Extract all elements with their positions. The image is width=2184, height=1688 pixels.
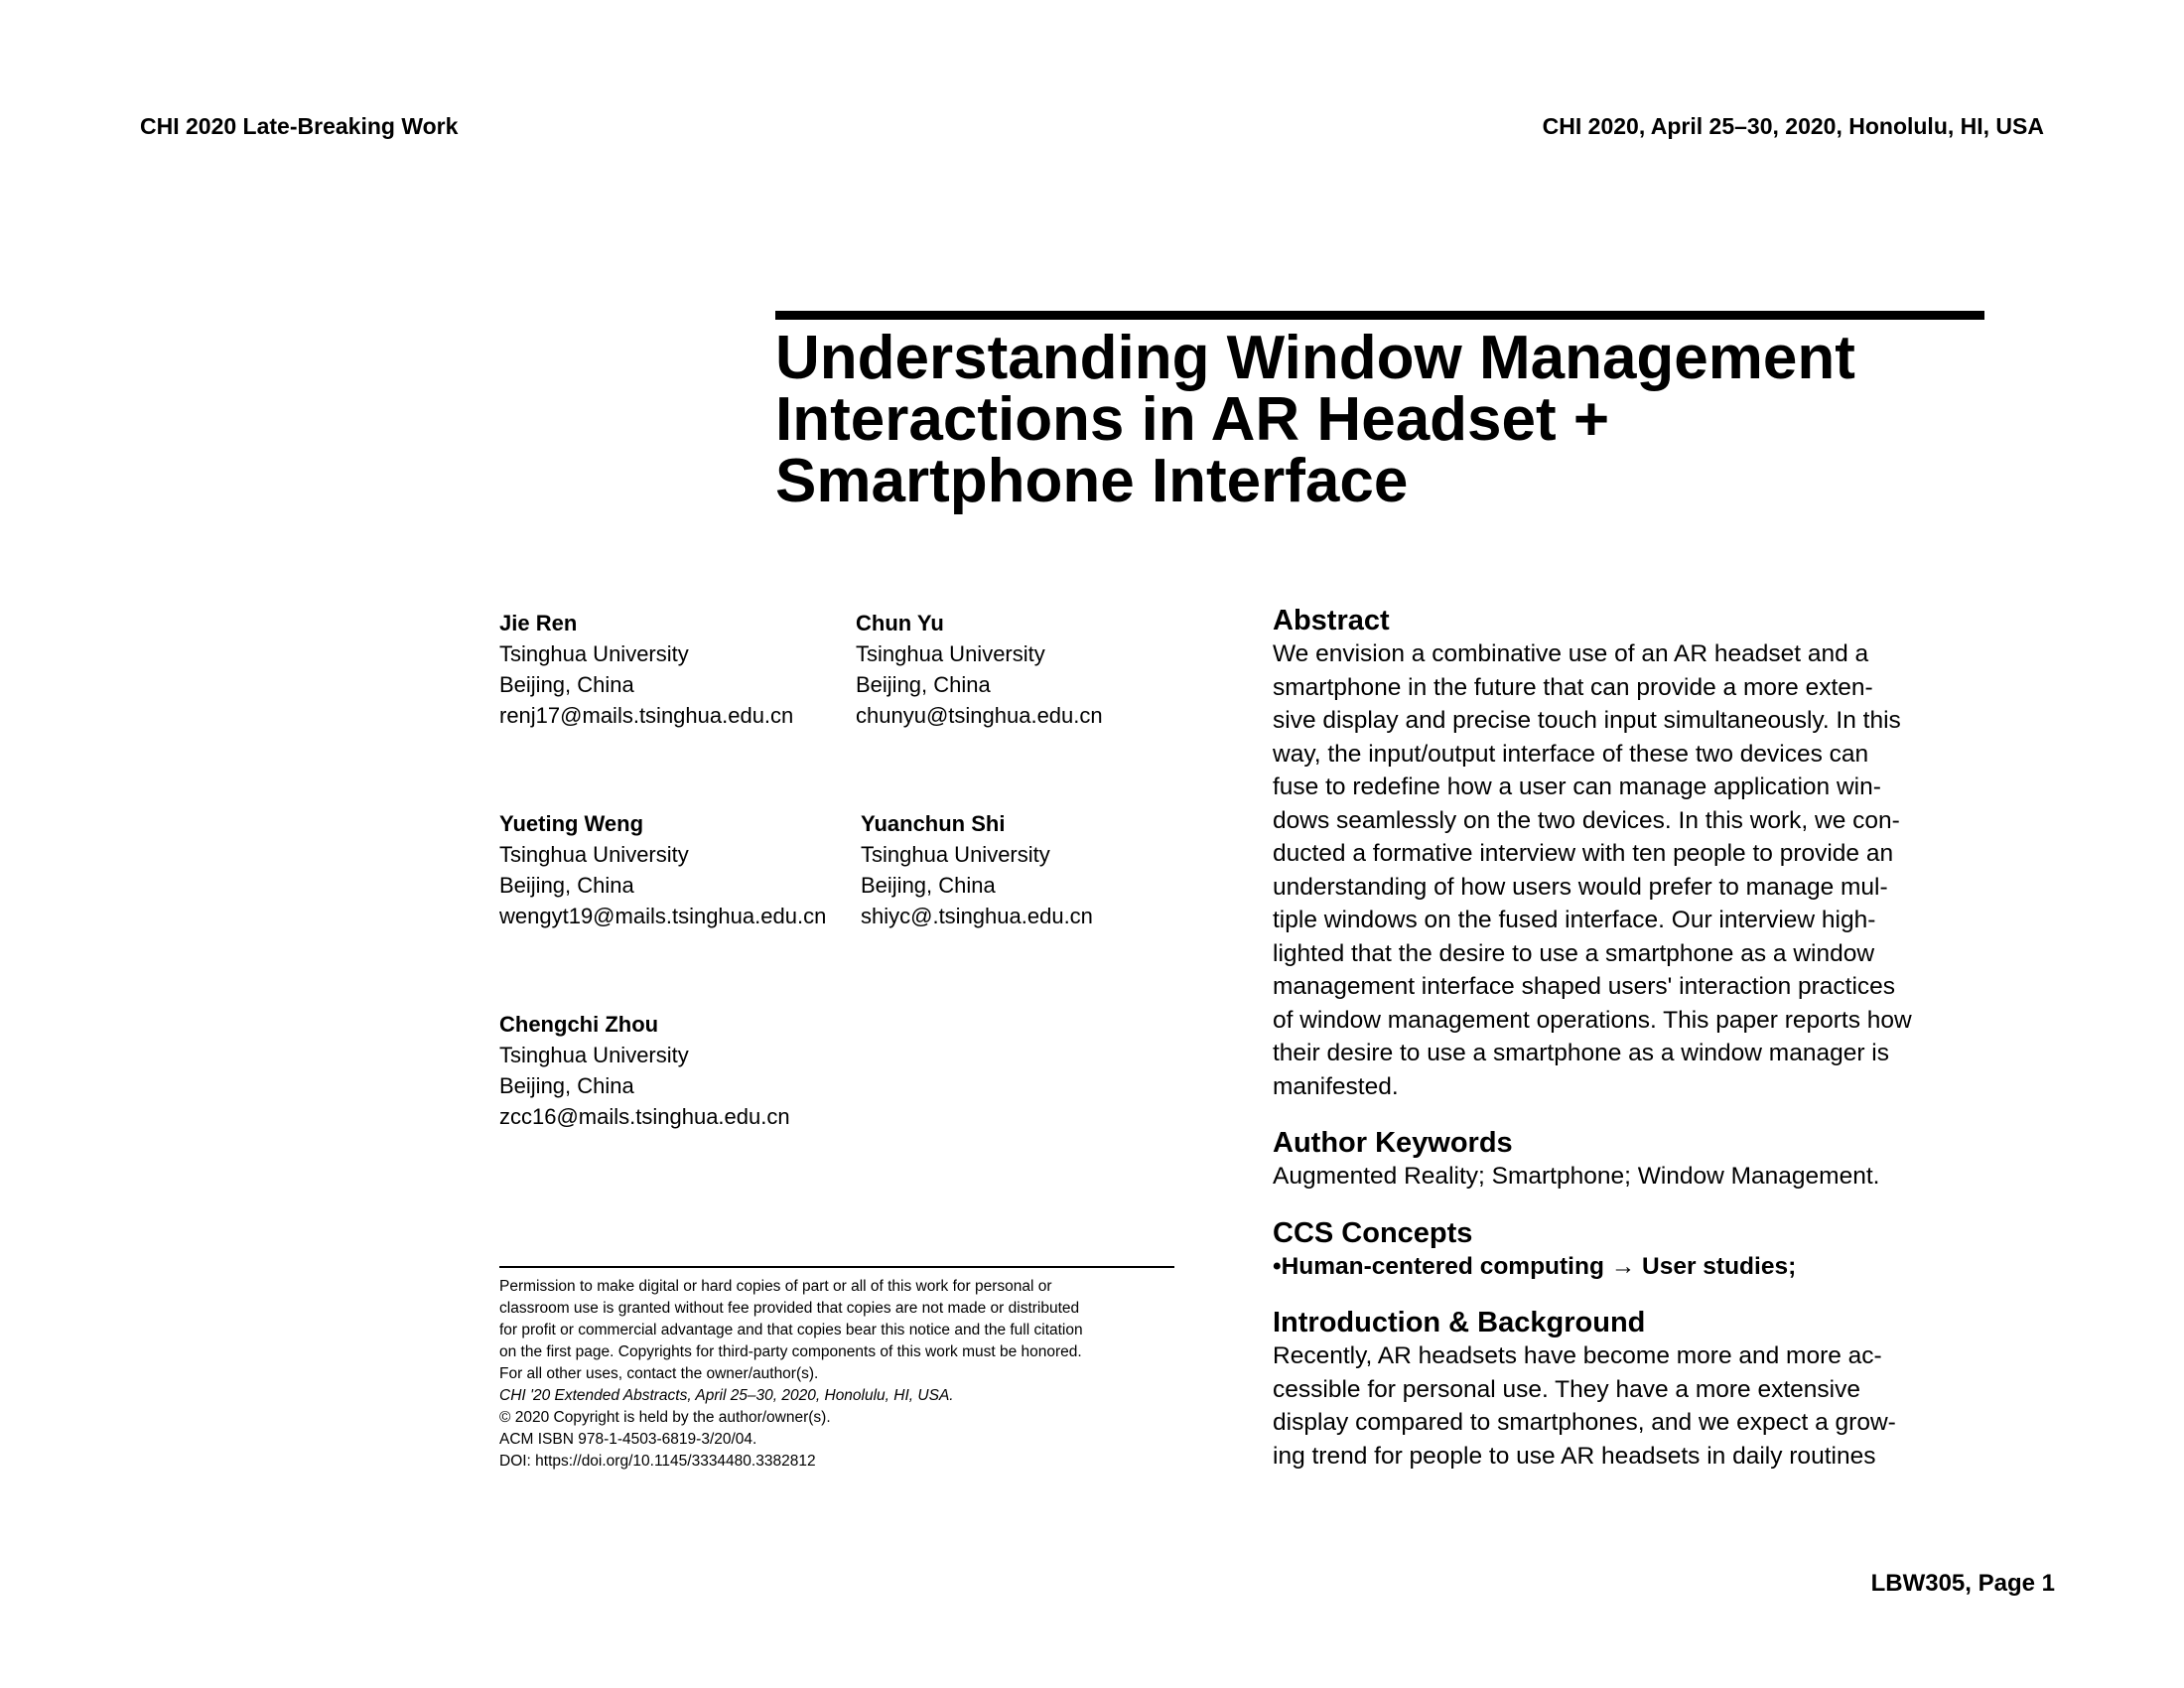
ccs-text: •Human-centered computing → User studies; [1273,1252,1797,1280]
intro-line: cessible for personal use. They have a more extensive [1273,1375,1860,1403]
intro-line: display compared to smartphones, and we expect a grow- [1273,1409,1896,1436]
abstract-line: way, the input/output interface of these two devices can [1273,740,1869,768]
abstract-line: We envision a combinative use of an AR headset and a [1273,640,1869,667]
permission-copyright: © 2020 Copyright is held by the author/owner(s). [499,1409,831,1426]
permission-doi[interactable]: DOI: https://doi.org/10.1145/3334480.3382812 [499,1453,816,1470]
abstract-line: management interface shaped users' interaction practices [1273,973,1896,1000]
author-affiliation: Tsinghua University [861,842,1050,867]
author-email[interactable]: chunyu@tsinghua.edu.cn [856,703,1103,728]
permission-line: for profit or commercial advantage and that copies bear this notice and the full citation [499,1322,1083,1338]
abstract-line: sive display and precise touch input simultaneously. In this [1273,707,1901,734]
ccs-heading: CCS Concepts [1273,1216,1473,1249]
running-header-right: CHI 2020, April 25–30, 2020, Honolulu, HI, USA [1542,113,2044,139]
author-block [856,608,1103,731]
author-name: Yueting Weng [499,811,644,836]
author-affiliation: Tsinghua University [499,842,689,867]
author-block [499,808,826,931]
abstract-line: lighted that the desire to use a smartphone as a window [1273,939,1875,967]
author-name: Yuanchun Shi [861,811,1006,836]
author-affiliation: Tsinghua University [499,641,689,666]
intro-line: ing trend for people to use AR headsets in daily routines [1273,1442,1876,1470]
abstract-line: manifested. [1273,1072,1399,1100]
permission-line: classroom use is granted without fee provided that copies are not made or distributed [499,1300,1080,1317]
permission-block [499,1276,1184,1473]
abstract-body [1273,637,1968,1103]
permission-line: Permission to make digital or hard copies of part or all of this work for personal or [499,1278,1052,1295]
abstract-line: of window management operations. This paper reports how [1273,1006,1912,1034]
abstract-line: dows seamlessly on the two devices. In this work, we con- [1273,806,1900,834]
author-name: Jie Ren [499,611,578,635]
author-block [499,1009,790,1132]
abstract-line: smartphone in the future that can provide a more exten- [1273,673,1873,701]
author-email[interactable]: shiyc@.tsinghua.edu.cn [861,904,1093,928]
title-line: Smartphone Interface [775,447,1409,515]
page-footer: LBW305, Page 1 [1870,1570,2055,1597]
author-name: Chengchi Zhou [499,1012,659,1037]
permission-venue: CHI '20 Extended Abstracts, April 25–30, 2020, Honolulu, HI, USA. [499,1387,954,1404]
author-location: Beijing, China [499,672,634,697]
permission-isbn: ACM ISBN 978-1-4503-6819-3/20/04. [499,1431,757,1448]
abstract-line: fuse to redefine how a user can manage application win- [1273,774,1881,800]
author-location: Beijing, China [861,873,996,898]
permission-line: For all other uses, contact the owner/author(s). [499,1365,819,1382]
keywords-text: Augmented Reality; Smartphone; Window Management. [1273,1163,1880,1190]
author-block [499,608,793,731]
title-line: Understanding Window Management [775,324,1855,392]
author-email[interactable]: wengyt19@mails.tsinghua.edu.cn [499,904,827,928]
keywords-heading: Author Keywords [1273,1127,1513,1159]
title-line: Interactions in AR Headset + [775,385,1610,454]
abstract-heading: Abstract [1273,605,1390,636]
author-location: Beijing, China [499,1073,634,1098]
intro-body [1273,1339,1968,1473]
running-header-left: CHI 2020 Late-Breaking Work [140,113,459,139]
right-column [1273,604,1968,1473]
author-location: Beijing, China [499,873,634,898]
intro-line: Recently, AR headsets have become more and more ac- [1273,1342,1882,1369]
permission-line: on the first page. Copyrights for third-party components of this work must be honored. [499,1343,1082,1360]
abstract-line: their desire to use a smartphone as a window manager is [1273,1040,1889,1066]
author-affiliation: Tsinghua University [499,1043,689,1067]
author-name: Chun Yu [856,611,944,635]
author-location: Beijing, China [856,672,991,697]
abstract-line: ducted a formative interview with ten people to provide an [1273,840,1894,867]
title-rule [775,311,1984,320]
author-block [861,808,1093,931]
author-email[interactable]: renj17@mails.tsinghua.edu.cn [499,703,794,728]
author-email[interactable]: zcc16@mails.tsinghua.edu.cn [499,1104,790,1129]
abstract-line: understanding of how users would prefer to manage mul- [1273,873,1888,901]
intro-heading: Introduction & Background [1273,1307,1646,1338]
abstract-line: tiple windows on the fused interface. Our interview high- [1273,907,1876,933]
paper-title [775,324,1984,515]
author-affiliation: Tsinghua University [856,641,1045,666]
permission-rule [499,1266,1174,1268]
